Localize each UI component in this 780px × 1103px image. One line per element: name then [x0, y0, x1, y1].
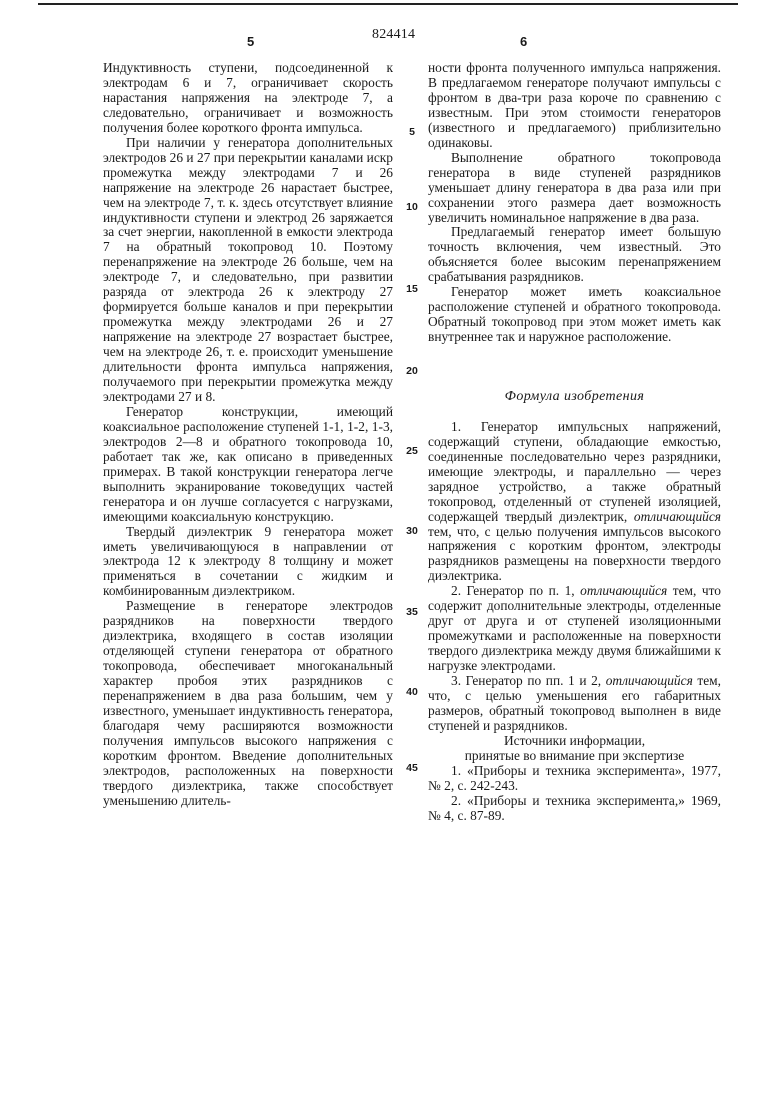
line-number: 20 — [406, 365, 418, 377]
paragraph: При наличии у генератора дополнительных электродов 26 и 27 при перекрытии каналами искр промежутка между электродами 7 и 26 напряжение на электроде 26 нарастает быстрее, чем на электроде 7, т. к. здесь отсутствует влияние индуктивности ступени и электрод 26 заряжается за счет энергии, накопленной в емкости электрода 7 на обратный токопровод 10. Поэтому перенапряжение на электроде 26 больше, чем на электроде 7, и следовательно, при развитии разряда от электрода 26 к электроду 27 формируется больше каналов и при перекрытии промежутка между электродами 26 и 27 напряжение на электроде 27 возрастает быстрее, чем на электроде 26, т. е. происходит уменьшение длительности фронта импульса напряжения, получаемого при перекрытии промежутка между электродами 27 и 8. — [103, 134, 393, 404]
paragraph: Твердый диэлектрик 9 генератора может иметь увеличивающуюся в направлении от электрода 12 к электроду 8 толщину и может применяться в сочетании с жидким и комбинированным диэлектриком. — [103, 523, 393, 599]
source-item: 2. «Приборы и техника эксперимента,» 1969, № 4, с. 87-89. — [428, 792, 721, 823]
claim-text: тем, что содержит дополнительные электроды, отделенные друг от друга и от ступеней изоляционными промежутками и расположенные на поверхности твердого диэлектрика между двумя ближайшими к нагрузке электродами. — [428, 583, 721, 674]
line-number: 15 — [406, 283, 418, 295]
paragraph: Предлагаемый генератор имеет большую точность включения, чем известный. Это объясняется более высоким перенапряжением срабатывания разрядников. — [428, 224, 721, 285]
source-item: 1. «Приборы и техника эксперимента», 1977, № 2, с. 242-243. — [428, 762, 721, 793]
paragraph: Генератор конструкции, имеющий коаксиальное расположение ступеней 1-1, 1-2, 1-3, электродов 2—8 и обратного токопровода 10, работает так же, как описано в приведенных примерах. В такой конструкции генератора легче выполнить экранирование токоведущих частей генератора и он лучше согласуется с нагрузками, имеющими коаксиальную конструкцию. — [103, 403, 393, 524]
claim-3 — [428, 674, 721, 734]
claim-emphasis: отличающийся — [605, 673, 693, 689]
paragraph: ности фронта полученного импульса напряжения. В предлагаемом генераторе получают импульсы с фронтом в два-три раза короче по сравнению с известным. При этом стоимости генераторов (известного и предлагаемого) приблизительно одинаковы. — [428, 60, 721, 150]
spacer — [428, 405, 721, 420]
page-number-right: 6 — [520, 34, 528, 49]
line-number: 35 — [406, 606, 418, 618]
claim-text: 2. Генератор по п. 1, — [451, 583, 581, 599]
claim-emphasis: отличающийся — [580, 583, 668, 599]
claim-text: тем, что, с целью получения импульсов высокого напряжения с коротким фронтом, электроды разрядников размещены на поверхности твердого диэлектрика. — [428, 523, 721, 584]
paragraph: Индуктивность ступени, подсоединенной к электродам 6 и 7, ограничивает скорость нарастания напряжения на электроде 7, а следовательно, ограничивает и возможность получения более короткого фронта импульса. — [103, 60, 393, 135]
claim-text: 3. Генератор по пп. 1 и 2, — [451, 673, 606, 689]
claim-2 — [428, 584, 721, 674]
paragraph: Выполнение обратного токопровода генератора в виде ступеней разрядников уменьшает длину генератора в два раза или при сохранении этого размера дает возможность увеличить номинальное напряжение в два раза. — [428, 149, 721, 225]
claim-text: 1. Генератор импульсных напряжений, содержащий ступени, обладающие емкостью, соединенные последовательно через разрядники, имеющие электроды, и параллельно — через зарядное устройство, а также обратный токопровод, отделенный от ступеней изоляцией, содержащей твердый диэлектрик, — [428, 418, 721, 524]
claims-heading: Формула изобретения — [504, 388, 645, 404]
paragraph: Генератор может иметь коаксиальное расположение ступеней и обратного токопровода. Обратный токопровод при этом может иметь как внутреннее так и наружное расположение. — [428, 284, 721, 345]
line-number: 40 — [406, 686, 418, 698]
claim-emphasis: отличающийся — [633, 508, 721, 524]
line-number: 5 — [409, 126, 415, 138]
page-number-left: 5 — [247, 34, 255, 49]
paragraph: Размещение в генераторе электродов разрядников на поверхности твердого диэлектрика, входящего в состав изоляции отделяющей ступени генератора от обратного токопровода, обеспечивает многоканальный характер пробоя этих разрядников с перенапряжением в два раза большим, чем у известного, уменьшает индуктивность генератора, благодаря чему расширяются возможности получения импульсов высокого напряжения с коротким фронтом. Введение дополнительных электродов, расположенных на поверхности твердого диэлектрика, также способствует уменьшению длитель- — [103, 598, 393, 808]
claim-text: тем, что, с целью уменьшения его габаритных размеров, обратный токопровод выполнен в виде ступеней и разрядников. — [428, 673, 721, 733]
claim-1 — [428, 420, 721, 584]
left-column — [103, 61, 393, 809]
sources-heading: Источники информации, — [503, 732, 646, 748]
sources-subheading: принятые во внимание при экспертизе — [464, 747, 685, 763]
line-number: 45 — [406, 762, 418, 774]
top-rule — [38, 3, 738, 5]
patent-number: 824414 — [372, 27, 416, 42]
right-column — [428, 61, 721, 824]
line-number: 10 — [406, 201, 418, 213]
line-number: 25 — [406, 445, 418, 457]
line-number: 30 — [406, 525, 418, 537]
spacer — [428, 345, 721, 390]
